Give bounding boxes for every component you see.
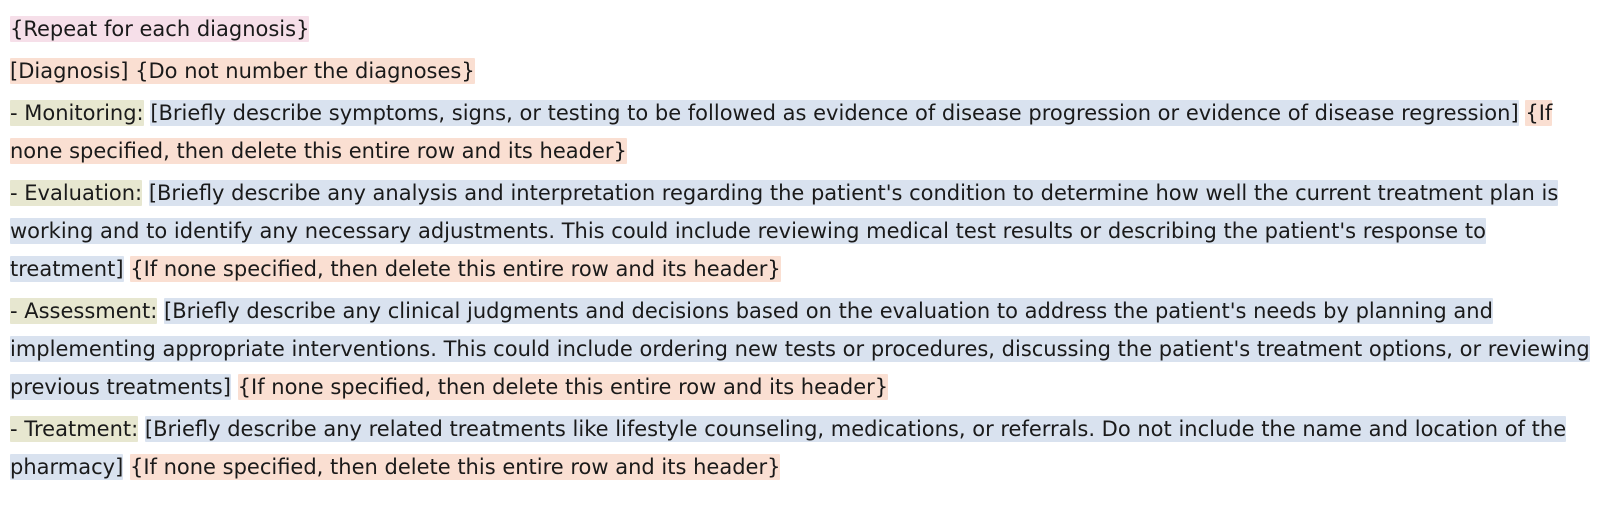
evaluation-line-segment: - Evaluation:: [10, 181, 143, 205]
treatment-line: [10, 410, 1599, 486]
assessment-line-segment: [157, 298, 164, 324]
treatment-line-segment: - Treatment:: [10, 417, 139, 441]
document-lines: [10, 10, 1599, 486]
evaluation-line: [10, 174, 1599, 288]
evaluation-line-segment: {If none specified, then delete this entire row and its header}: [130, 257, 781, 281]
monitoring-line-segment: - Monitoring:: [10, 101, 144, 125]
treatment-line-segment: [138, 416, 145, 442]
diagnosis-line-segment: [Diagnosis] {Do not number the diagnoses}: [10, 59, 475, 83]
assessment-line-segment: - Assessment:: [10, 299, 158, 323]
treatment-line-segment: [Briefly describe any related treatments like lifestyle counseling, medications, or referrals. Do not include the name and location of the pharmacy]: [10, 417, 1567, 479]
assessment-line: [10, 292, 1599, 406]
evaluation-line-segment: [142, 180, 149, 206]
monitoring-line-segment: [Briefly describe symptoms, signs, or testing to be followed as evidence of disease progression or evidence of disease regression]: [150, 101, 1519, 125]
evaluation-line-segment: [Briefly describe any analysis and interpretation regarding the patient's condition to determine how well the current treatment plan is working and to identify any necessary adjustments. This could include reviewing medical test results or describing the patient's response to treatment]: [10, 181, 1559, 281]
assessment-line-segment: {If none specified, then delete this entire row and its header}: [237, 375, 889, 399]
treatment-line-segment: {If none specified, then delete this entire row and its header}: [129, 455, 781, 479]
monitoring-line: [10, 94, 1599, 170]
diagnosis-line: [10, 52, 1599, 90]
assessment-line-segment: [Briefly describe any clinical judgments and decisions based on the evaluation to address the patient's needs by planning and implementing appropriate interventions. This could include ordering new tests or procedures, discussing the patient's treatment options, or reviewing previous treatments]: [10, 299, 1590, 399]
assessment-line-segment: [231, 374, 238, 400]
treatment-line-segment: [123, 454, 130, 480]
repeat-instruction-line: [10, 10, 1599, 48]
monitoring-line-segment: {If none specified, then delete this entire row and its header}: [10, 101, 1553, 163]
repeat-instruction-line-segment: {Repeat for each diagnosis}: [10, 17, 310, 41]
